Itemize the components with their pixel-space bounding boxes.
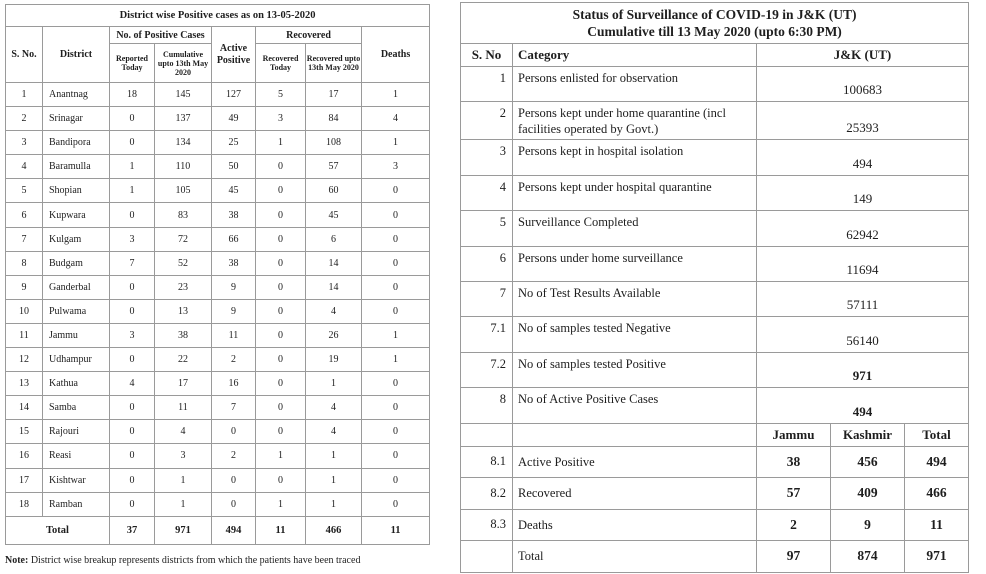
cell-district: Rajouri bbox=[43, 420, 110, 444]
cell-recovered-cumulative: 6 bbox=[306, 227, 362, 251]
cell-cumulative: 145 bbox=[155, 83, 212, 107]
district-row bbox=[6, 299, 430, 323]
cell-cumulative: 105 bbox=[155, 179, 212, 203]
cell-cumulative: 17 bbox=[155, 372, 212, 396]
cell-recovered-today: 0 bbox=[256, 323, 306, 347]
surveillance-table bbox=[460, 2, 969, 573]
cell-sno: 11 bbox=[6, 323, 43, 347]
breakup-row bbox=[461, 446, 969, 478]
cell-active: 2 bbox=[212, 444, 256, 468]
cell-reported-today: 0 bbox=[110, 203, 155, 227]
cell-category: Persons enlisted for observation bbox=[513, 67, 757, 102]
cell-district: Ramban bbox=[43, 492, 110, 516]
district-row bbox=[6, 275, 430, 299]
cell-recovered-cumulative: 14 bbox=[306, 251, 362, 275]
cell-category: Recovered bbox=[513, 478, 757, 510]
col-header-jammu: Jammu bbox=[757, 423, 831, 446]
cell-reported-today: 4 bbox=[110, 372, 155, 396]
cell-deaths: 0 bbox=[362, 492, 430, 516]
surveillance-title bbox=[461, 3, 969, 44]
cell-jammu: 57 bbox=[757, 478, 831, 510]
total-label: Total bbox=[6, 516, 110, 544]
cell-reported-today: 0 bbox=[110, 131, 155, 155]
cell-sno: 6 bbox=[461, 246, 513, 281]
cell-reported-today: 1 bbox=[110, 155, 155, 179]
col-header-deaths: Deaths bbox=[362, 27, 430, 83]
cell-category: No of samples tested Positive bbox=[513, 352, 757, 387]
cell-value: 494 bbox=[757, 388, 969, 423]
cell-district: Budgam bbox=[43, 251, 110, 275]
cell-recovered-cumulative: 108 bbox=[306, 131, 362, 155]
cell-value: 25393 bbox=[757, 102, 969, 140]
note-label: Note: bbox=[5, 555, 29, 566]
cell-sno: 8.2 bbox=[461, 478, 513, 510]
cell-cumulative: 110 bbox=[155, 155, 212, 179]
surveillance-row bbox=[461, 246, 969, 281]
cell-district: Shopian bbox=[43, 179, 110, 203]
cell-sno: 17 bbox=[6, 468, 43, 492]
note-text: District wise breakup represents districts from which the patients have been traced bbox=[30, 555, 361, 566]
cell-sno: 2 bbox=[6, 107, 43, 131]
cell-sno: 7 bbox=[6, 227, 43, 251]
cell-recovered-today: 0 bbox=[256, 155, 306, 179]
cell-category: No of Active Positive Cases bbox=[513, 388, 757, 423]
cell-recovered-today: 0 bbox=[256, 179, 306, 203]
total-recovered-cumulative: 466 bbox=[306, 516, 362, 544]
col-header-sno: S. No. bbox=[6, 27, 43, 83]
district-row bbox=[6, 203, 430, 227]
district-row bbox=[6, 155, 430, 179]
cell-district: Kupwara bbox=[43, 203, 110, 227]
district-row bbox=[6, 396, 430, 420]
col-header-total: Total bbox=[905, 423, 969, 446]
cell-district: Ganderbal bbox=[43, 275, 110, 299]
col-group-positive: No. of Positive Cases bbox=[110, 27, 212, 44]
cell-deaths: 0 bbox=[362, 396, 430, 420]
cell-district: Anantnag bbox=[43, 83, 110, 107]
cell-district: Kathua bbox=[43, 372, 110, 396]
cell-active: 9 bbox=[212, 275, 256, 299]
cell-recovered-cumulative: 4 bbox=[306, 420, 362, 444]
total-recovered-today: 11 bbox=[256, 516, 306, 544]
cell-district: Baramulla bbox=[43, 155, 110, 179]
cell-cumulative: 134 bbox=[155, 131, 212, 155]
cell-category: Total bbox=[513, 541, 757, 573]
surveillance-row bbox=[461, 211, 969, 246]
cell-kashmir: 456 bbox=[831, 446, 905, 478]
cell-reported-today: 3 bbox=[110, 227, 155, 251]
cell-kashmir: 9 bbox=[831, 509, 905, 541]
cell-deaths: 0 bbox=[362, 179, 430, 203]
cell-sno: 14 bbox=[6, 396, 43, 420]
cell-category: No of Test Results Available bbox=[513, 281, 757, 316]
col-header-recovered-today: Recovered Today bbox=[256, 44, 306, 83]
cell-cumulative: 4 bbox=[155, 420, 212, 444]
cell-district: Udhampur bbox=[43, 348, 110, 372]
cell-recovered-cumulative: 57 bbox=[306, 155, 362, 179]
col-header-cumulative: Cumulative upto 13th May 2020 bbox=[155, 44, 212, 83]
total-active: 494 bbox=[212, 516, 256, 544]
cell-value: 62942 bbox=[757, 211, 969, 246]
cell-cumulative: 72 bbox=[155, 227, 212, 251]
cell-deaths: 0 bbox=[362, 468, 430, 492]
cell-deaths: 0 bbox=[362, 227, 430, 251]
surveillance-title-line1: Status of Surveillance of COVID-19 in J&K (UT) bbox=[572, 7, 857, 22]
cell-recovered-cumulative: 14 bbox=[306, 275, 362, 299]
empty-cell bbox=[513, 423, 757, 446]
cell-deaths: 0 bbox=[362, 372, 430, 396]
cell-recovered-today: 0 bbox=[256, 372, 306, 396]
cell-district: Kishtwar bbox=[43, 468, 110, 492]
cell-active: 0 bbox=[212, 492, 256, 516]
cell-sno: 7.1 bbox=[461, 317, 513, 352]
cell-reported-today: 1 bbox=[110, 179, 155, 203]
cell-reported-today: 0 bbox=[110, 275, 155, 299]
cell-sno: 2 bbox=[461, 102, 513, 140]
cell-reported-today: 7 bbox=[110, 251, 155, 275]
cell-reported-today: 0 bbox=[110, 492, 155, 516]
district-row bbox=[6, 492, 430, 516]
cell-recovered-today: 0 bbox=[256, 396, 306, 420]
cell-district: Reasi bbox=[43, 444, 110, 468]
cell-active: 38 bbox=[212, 251, 256, 275]
cell-reported-today: 3 bbox=[110, 323, 155, 347]
cell-recovered-today: 1 bbox=[256, 444, 306, 468]
cell-reported-today: 0 bbox=[110, 444, 155, 468]
cell-recovered-cumulative: 4 bbox=[306, 396, 362, 420]
cell-kashmir: 874 bbox=[831, 541, 905, 573]
cell-cumulative: 11 bbox=[155, 396, 212, 420]
cell-deaths: 0 bbox=[362, 299, 430, 323]
cell-jammu: 2 bbox=[757, 509, 831, 541]
cell-active: 66 bbox=[212, 227, 256, 251]
district-note bbox=[5, 555, 425, 566]
cell-deaths: 1 bbox=[362, 348, 430, 372]
cell-sno: 4 bbox=[461, 175, 513, 210]
cell-cumulative: 137 bbox=[155, 107, 212, 131]
cell-recovered-cumulative: 1 bbox=[306, 492, 362, 516]
cell-active: 45 bbox=[212, 179, 256, 203]
cell-active: 50 bbox=[212, 155, 256, 179]
cell-district: Bandipora bbox=[43, 131, 110, 155]
cell-sno: 13 bbox=[6, 372, 43, 396]
district-row bbox=[6, 107, 430, 131]
cell-recovered-today: 3 bbox=[256, 107, 306, 131]
cell-category: Persons kept in hospital isolation bbox=[513, 140, 757, 175]
cell-category: Surveillance Completed bbox=[513, 211, 757, 246]
empty-cell bbox=[461, 423, 513, 446]
cell-category: Active Positive bbox=[513, 446, 757, 478]
cell-sno: 3 bbox=[6, 131, 43, 155]
district-row bbox=[6, 131, 430, 155]
cell-district: Kulgam bbox=[43, 227, 110, 251]
cell-sno: 4 bbox=[6, 155, 43, 179]
cell-category: Persons kept under hospital quarantine bbox=[513, 175, 757, 210]
cell-reported-today: 0 bbox=[110, 299, 155, 323]
surveillance-row bbox=[461, 140, 969, 175]
district-row bbox=[6, 420, 430, 444]
cell-sno: 8 bbox=[6, 251, 43, 275]
cell-total: 971 bbox=[905, 541, 969, 573]
cell-sno: 6 bbox=[6, 203, 43, 227]
surveillance-title-line2: Cumulative till 13 May 2020 (upto 6:30 PM) bbox=[587, 24, 842, 39]
cell-active: 2 bbox=[212, 348, 256, 372]
cell-sno: 8 bbox=[461, 388, 513, 423]
district-row bbox=[6, 227, 430, 251]
cell-recovered-today: 0 bbox=[256, 227, 306, 251]
cell-category: Deaths bbox=[513, 509, 757, 541]
cell-active: 0 bbox=[212, 420, 256, 444]
cell-reported-today: 0 bbox=[110, 420, 155, 444]
cell-cumulative: 22 bbox=[155, 348, 212, 372]
cell-recovered-today: 0 bbox=[256, 348, 306, 372]
cell-value: 57111 bbox=[757, 281, 969, 316]
cell-active: 49 bbox=[212, 107, 256, 131]
cell-active: 16 bbox=[212, 372, 256, 396]
cell-sno: 8.3 bbox=[461, 509, 513, 541]
cell-deaths: 3 bbox=[362, 155, 430, 179]
cell-category: No of samples tested Negative bbox=[513, 317, 757, 352]
surveillance-row bbox=[461, 352, 969, 387]
cell-district: Pulwama bbox=[43, 299, 110, 323]
cell-recovered-cumulative: 1 bbox=[306, 468, 362, 492]
cell-deaths: 0 bbox=[362, 203, 430, 227]
breakup-header-row bbox=[461, 423, 969, 446]
cell-recovered-today: 0 bbox=[256, 275, 306, 299]
cell-sno: 3 bbox=[461, 140, 513, 175]
breakup-row bbox=[461, 509, 969, 541]
district-row bbox=[6, 468, 430, 492]
cell-total: 11 bbox=[905, 509, 969, 541]
col-header-category: Category bbox=[513, 44, 757, 67]
col-header-value: J&K (UT) bbox=[757, 44, 969, 67]
surveillance-row bbox=[461, 317, 969, 352]
cell-sno: 10 bbox=[6, 299, 43, 323]
cell-recovered-today: 5 bbox=[256, 83, 306, 107]
cell-recovered-today: 0 bbox=[256, 251, 306, 275]
cell-active: 127 bbox=[212, 83, 256, 107]
total-reported-today: 37 bbox=[110, 516, 155, 544]
cell-recovered-today: 0 bbox=[256, 203, 306, 227]
cell-recovered-cumulative: 60 bbox=[306, 179, 362, 203]
cell-district: Samba bbox=[43, 396, 110, 420]
cell-recovered-cumulative: 17 bbox=[306, 83, 362, 107]
cell-active: 7 bbox=[212, 396, 256, 420]
cell-active: 0 bbox=[212, 468, 256, 492]
cell-value: 971 bbox=[757, 352, 969, 387]
cell-jammu: 38 bbox=[757, 446, 831, 478]
district-total-row bbox=[6, 516, 430, 544]
col-header-recovered-cumulative: Recovered upto 13th May 2020 bbox=[306, 44, 362, 83]
cell-sno: 5 bbox=[461, 211, 513, 246]
cell-deaths: 1 bbox=[362, 131, 430, 155]
cell-cumulative: 83 bbox=[155, 203, 212, 227]
surveillance-row bbox=[461, 102, 969, 140]
cell-sno bbox=[461, 541, 513, 573]
cell-deaths: 0 bbox=[362, 275, 430, 299]
district-cases-table bbox=[5, 4, 430, 545]
cell-district: Jammu bbox=[43, 323, 110, 347]
cell-kashmir: 409 bbox=[831, 478, 905, 510]
surveillance-row bbox=[461, 281, 969, 316]
cell-sno: 8.1 bbox=[461, 446, 513, 478]
cell-sno: 1 bbox=[461, 67, 513, 102]
total-deaths: 11 bbox=[362, 516, 430, 544]
cell-recovered-today: 1 bbox=[256, 131, 306, 155]
cell-recovered-cumulative: 19 bbox=[306, 348, 362, 372]
cell-sno: 7.2 bbox=[461, 352, 513, 387]
cell-cumulative: 52 bbox=[155, 251, 212, 275]
cell-sno: 15 bbox=[6, 420, 43, 444]
cell-sno: 18 bbox=[6, 492, 43, 516]
cell-recovered-today: 0 bbox=[256, 468, 306, 492]
surveillance-row bbox=[461, 67, 969, 102]
cell-value: 494 bbox=[757, 140, 969, 175]
cell-total: 494 bbox=[905, 446, 969, 478]
cell-recovered-today: 0 bbox=[256, 420, 306, 444]
cell-recovered-cumulative: 84 bbox=[306, 107, 362, 131]
cell-reported-today: 0 bbox=[110, 396, 155, 420]
cell-cumulative: 1 bbox=[155, 468, 212, 492]
cell-sno: 12 bbox=[6, 348, 43, 372]
cell-reported-today: 0 bbox=[110, 348, 155, 372]
cell-recovered-today: 1 bbox=[256, 492, 306, 516]
cell-value: 100683 bbox=[757, 67, 969, 102]
district-row bbox=[6, 348, 430, 372]
cell-deaths: 1 bbox=[362, 323, 430, 347]
breakup-row bbox=[461, 478, 969, 510]
cell-deaths: 0 bbox=[362, 251, 430, 275]
cell-deaths: 0 bbox=[362, 444, 430, 468]
col-header-reported-today: Reported Today bbox=[110, 44, 155, 83]
cell-value: 149 bbox=[757, 175, 969, 210]
cell-active: 11 bbox=[212, 323, 256, 347]
cell-cumulative: 3 bbox=[155, 444, 212, 468]
district-row bbox=[6, 323, 430, 347]
cell-sno: 9 bbox=[6, 275, 43, 299]
cell-recovered-cumulative: 26 bbox=[306, 323, 362, 347]
cell-recovered-today: 0 bbox=[256, 299, 306, 323]
cell-cumulative: 13 bbox=[155, 299, 212, 323]
district-row bbox=[6, 179, 430, 203]
cell-reported-today: 0 bbox=[110, 107, 155, 131]
total-cumulative: 971 bbox=[155, 516, 212, 544]
col-group-recovered: Recovered bbox=[256, 27, 362, 44]
district-row bbox=[6, 251, 430, 275]
breakup-row bbox=[461, 541, 969, 573]
cell-cumulative: 23 bbox=[155, 275, 212, 299]
cell-active: 9 bbox=[212, 299, 256, 323]
cell-recovered-cumulative: 1 bbox=[306, 444, 362, 468]
col-header-district: District bbox=[43, 27, 110, 83]
cell-reported-today: 18 bbox=[110, 83, 155, 107]
district-row bbox=[6, 83, 430, 107]
cell-sno: 16 bbox=[6, 444, 43, 468]
surveillance-panel bbox=[460, 2, 972, 564]
cell-value: 56140 bbox=[757, 317, 969, 352]
cell-reported-today: 0 bbox=[110, 468, 155, 492]
cell-recovered-cumulative: 45 bbox=[306, 203, 362, 227]
cell-recovered-cumulative: 4 bbox=[306, 299, 362, 323]
cell-sno: 7 bbox=[461, 281, 513, 316]
col-header-kashmir: Kashmir bbox=[831, 423, 905, 446]
surveillance-row bbox=[461, 175, 969, 210]
cell-deaths: 0 bbox=[362, 420, 430, 444]
col-header-sno: S. No bbox=[461, 44, 513, 67]
district-row bbox=[6, 372, 430, 396]
cell-district: Srinagar bbox=[43, 107, 110, 131]
cell-category: Persons under home surveillance bbox=[513, 246, 757, 281]
cell-total: 466 bbox=[905, 478, 969, 510]
cell-recovered-cumulative: 1 bbox=[306, 372, 362, 396]
cell-sno: 5 bbox=[6, 179, 43, 203]
cell-cumulative: 38 bbox=[155, 323, 212, 347]
cell-sno: 1 bbox=[6, 83, 43, 107]
cell-category: Persons kept under home quarantine (incl facilities operated by Govt.) bbox=[513, 102, 757, 140]
cell-active: 38 bbox=[212, 203, 256, 227]
cell-value: 11694 bbox=[757, 246, 969, 281]
district-table-title: District wise Positive cases as on 13-05-2020 bbox=[6, 5, 430, 27]
cell-active: 25 bbox=[212, 131, 256, 155]
cell-cumulative: 1 bbox=[155, 492, 212, 516]
cell-jammu: 97 bbox=[757, 541, 831, 573]
cell-deaths: 4 bbox=[362, 107, 430, 131]
cell-deaths: 1 bbox=[362, 83, 430, 107]
col-header-active: Active Positive bbox=[212, 27, 256, 83]
district-row bbox=[6, 444, 430, 468]
district-cases-panel bbox=[5, 4, 429, 574]
surveillance-row bbox=[461, 388, 969, 423]
